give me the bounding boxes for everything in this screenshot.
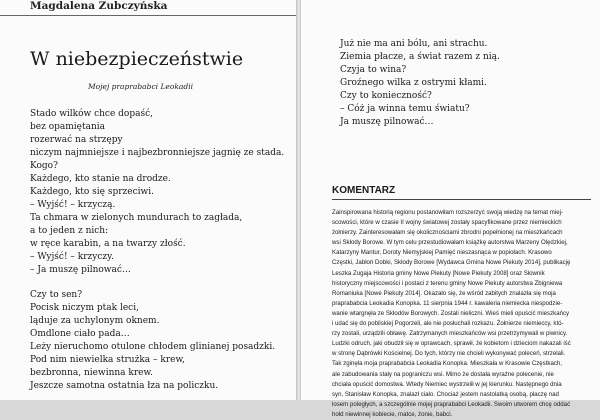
poem-title: W niebezpieczeństwie xyxy=(30,48,244,70)
poem-dedication: Mojej praprababci Leokadii xyxy=(88,82,193,91)
poem-line: Ta chmara w zielonych mundurach to zagłada, xyxy=(30,213,243,223)
commentary-line: praprababcia Leokadia Konopka. 11 sierpnia 1944 r. kawaleria niemiecka niespodzie- xyxy=(332,299,563,307)
poem-line: a to jeden z nich: xyxy=(30,226,109,236)
poem-line: niczym najmniejsze i najbezbronniejsze jagnię ze stada. xyxy=(30,148,285,158)
poem-stanza-2 xyxy=(30,289,275,393)
commentary-line: rzy zostali, urządzili obławę. Zatrzymanych mieszkańców wsi przetrzymywali w piwnicy. xyxy=(332,330,568,338)
commentary-line: i udać się do pobliskiej Pogorzeli, ale nie posłuchali rozkazu. Żołnierze niemieccy, któ- xyxy=(332,320,564,328)
commentary-line: chciała opuścić domostwa. Wtedy Niemiec wystrzelił w jej kierunku. Następnego dnia xyxy=(332,380,562,388)
poem-line: – Cóż ja winna temu światu? xyxy=(340,104,470,114)
poem-line: Omdlone ciało pada… xyxy=(30,329,130,339)
commentary-heading: KOMENTARZ xyxy=(332,185,396,196)
poem-line: Pocisk niczym ptak leci, xyxy=(30,303,139,313)
commentary-line: ale zabudowania stały na pograniczu wsi. Mimo że dostała wyraźne polecenie, nie xyxy=(332,370,554,378)
poem-line: Już nie ma ani bólu, ani strachu. xyxy=(340,39,488,49)
poem-line: w ręce karabin, a na twarzy złość. xyxy=(30,239,186,249)
poem-line: bezbronna, niewinna krew. xyxy=(30,368,153,378)
poem-line: Ziemia płacze, a świat razem z nią. xyxy=(340,52,500,62)
commentary-line: Romaniuka [Nowe Piekuty 2014]. Okazało się, że wśród zabitych znalazła się moja xyxy=(332,289,556,297)
commentary-line: wsi Skłody Borowe. W tym celu przestudiowałam książkę autorstwa Marzeny Olędzkiej, xyxy=(332,239,568,247)
poem-line: Ja muszę pilnować… xyxy=(340,117,434,127)
poem-line: Pod nim niewielka strużka – krew, xyxy=(30,355,185,365)
commentary-line: Ludzki odruch, jaki obudził się w oprawcach, sprawił, że kobietom i dzieciom nakazali iść xyxy=(332,340,571,348)
commentary-line: wanie wtargnęła ze Skłodów Borowych. Zostali nieliczni. Wieś mieli opuścić mieszkańcy xyxy=(332,309,570,317)
commentary-line: żołnierzy. Zainteresowałam się okolicznościami zbrodni popełnionej na mieszkańcach xyxy=(332,229,563,237)
commentary-line: historyczny miejscowości i postaci z terenu gminy Nowe Piekuty autorstwa Zbigniewa xyxy=(332,279,563,287)
poem-stanza-1 xyxy=(30,108,284,277)
right-page xyxy=(301,0,600,418)
poem-line: Kogo? xyxy=(30,161,58,171)
poem-line: Czyja to wina? xyxy=(340,65,407,75)
commentary-line: Tak zginęła moja praprababcia Leokadia Konopka. Mieszkała w Krasowie Częstkach, xyxy=(332,360,562,368)
commentary-line: losem poległych, a szczególnie mojej praprababci Leokadii. Swoim utworem chcę oddać xyxy=(332,400,571,408)
poem-line: Leży nieruchomo otulone chłodem glinianej posadzki. xyxy=(30,342,276,352)
commentary-line: Częstki, Jabłoń Dobki, Skłody Borowe [Wydawca Gmina Nowe Piekuty 2014], publikację xyxy=(332,259,571,267)
poem-line: Każdego, kto się sprzeciwi. xyxy=(30,187,154,197)
poem-line: – Wyjść! – krzyczy. xyxy=(30,252,114,262)
poem-line: Groźnego wilka z ostrymi kłami. xyxy=(340,78,487,88)
poem-line: Czy to konieczność? xyxy=(340,91,432,101)
commentary-line: Leszka Zugaja Historia gminy Nowe Piekuty [Nowe Piekuty 2008] oraz Słownik xyxy=(332,269,545,277)
commentary-line: Zainspirowana historią regionu postanowiłam rozszerzyć swoją wiedzę na temat miej- xyxy=(332,209,563,216)
commentary-line: w stronę Dąbrówki Kościelnej. Do tych, którzy nie chcieli wykonywać poleceń, strzelali. xyxy=(332,350,566,358)
commentary-line: hołd niewinnej kobiecie, matce, żonie, babci. xyxy=(332,410,453,418)
commentary-line: scowości, które w czasie II wojny światowej zostały spacyfikowane przez niemieckich xyxy=(332,219,562,227)
poem-line: rozerwać na strzępy xyxy=(30,135,123,145)
poem-line: bez opamiętania xyxy=(30,122,105,132)
poem-stanza-3 xyxy=(340,38,500,129)
header-rule xyxy=(0,15,296,16)
author-name: Magdalena Zubczyńska xyxy=(30,0,168,12)
poem-line: – Wyjść! – krzyczą. xyxy=(30,200,116,210)
commentary-line: Katarzyny Mantur, Doroty Niemyjskiej Pamięć nieszasnąca w popiołach. Krasowo xyxy=(332,249,552,257)
poem-line: Czy to sen? xyxy=(30,290,83,300)
poem-line: ląduje za uchylonym oknem. xyxy=(30,316,160,326)
poem-line: Jeszcze samotna ostatnia łza na policzku. xyxy=(30,381,219,391)
commentary-body xyxy=(332,208,591,420)
commentary-line: syn, Stanisław Konopka, znalazł ciało. Chociaż jestem nastolatką osobą, płaczę nad xyxy=(332,390,559,398)
poem-line: – Ja muszę pilnować… xyxy=(30,265,131,275)
left-page xyxy=(0,0,296,400)
poem-line: Stado wilków chce dopaść, xyxy=(30,109,153,119)
commentary-rule xyxy=(332,199,591,200)
poem-line: Każdego, kto stanie na drodze. xyxy=(30,174,171,184)
